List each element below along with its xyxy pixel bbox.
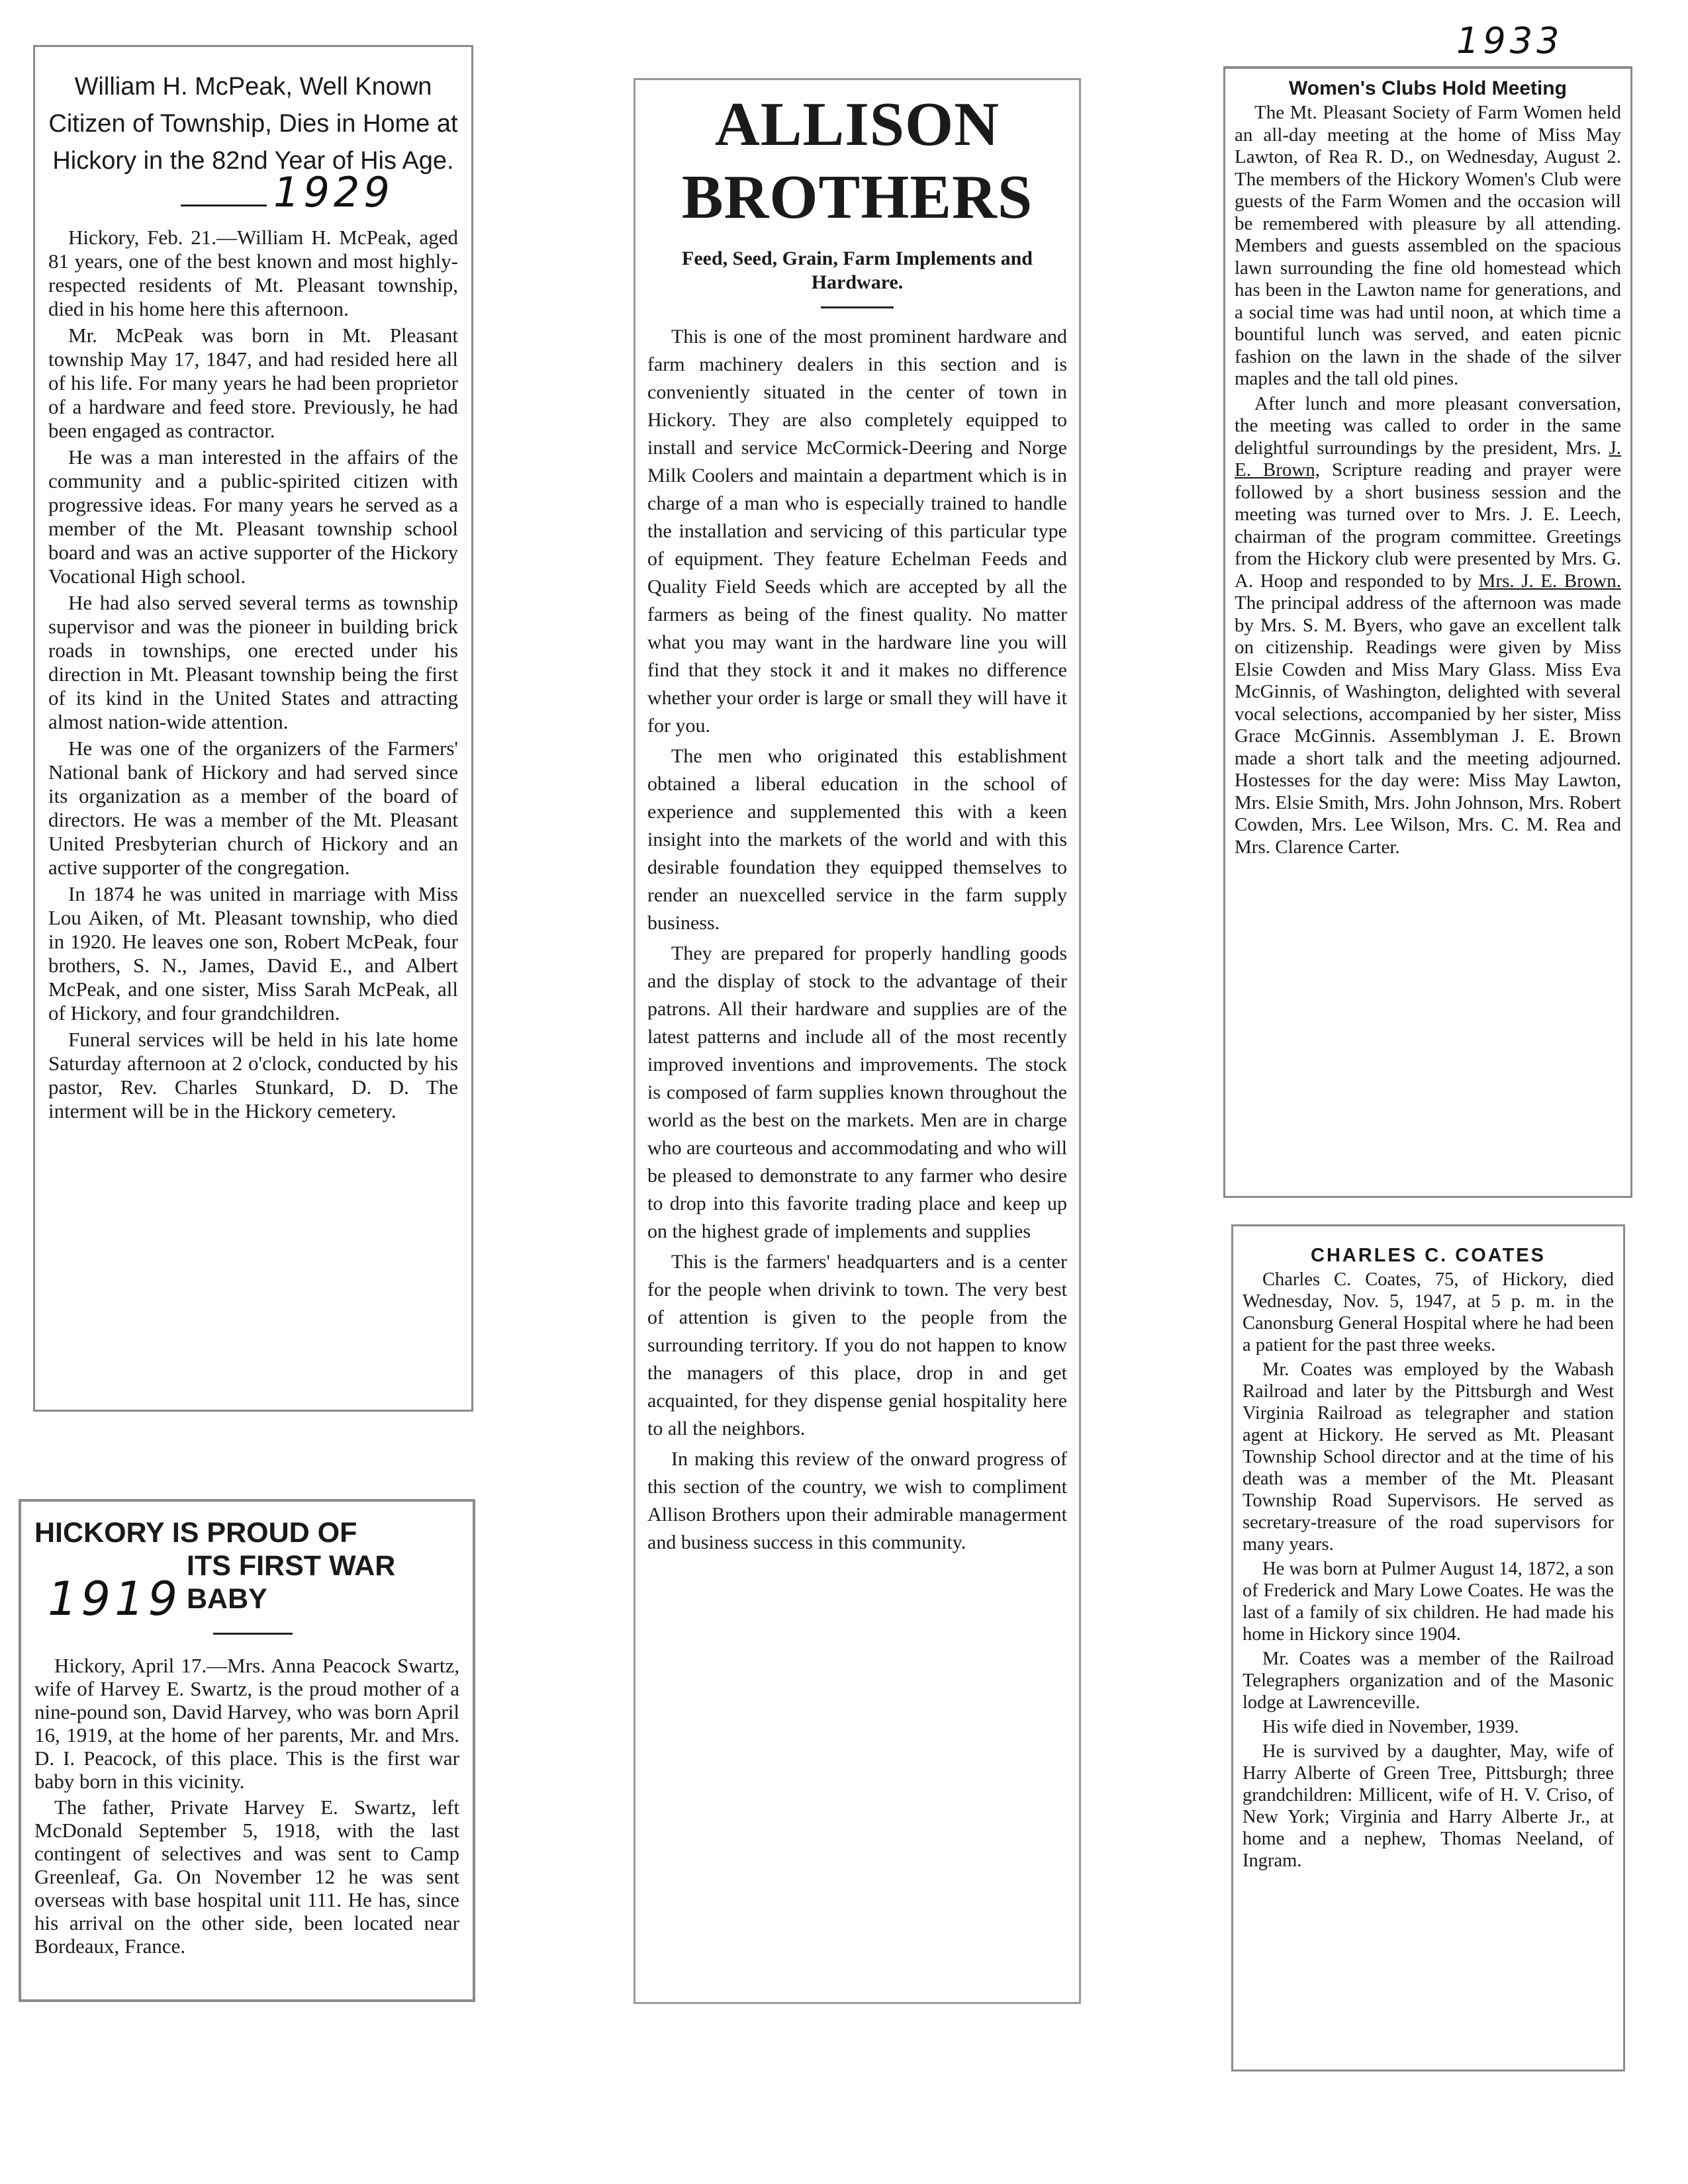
allison-paragraph-1: This is one of the most prominent hardware and farm machinery dealers in this section and is conveniently situated in the center of town in Hickory. They are also completely equipped to install and service McCormick-Deering and Norge Milk Coolers and maintain a department which is in charge of a man who is especially trained to handle the installation and servicing of this particular type of equipment. They feature Echelman Feeds and Quality Field Seeds which are accepted by all the farmers as being of the finest quality. No matter what you may want in the hardware line you will find that they stock it and it makes no difference whether your order is large or small they will have it for you. [647,326,1067,737]
clipping-womens-clubs [1223,66,1632,1198]
allison-headline-line1: ALLISON [714,90,1000,159]
womens-clubs-paragraph-1: The Mt. Pleasant Society of Farm Women held an all-day meeting at the home of Miss May Lawton, of Rea R. D., on Wednesday, August 2. The members of the Hickory Women's Club were guests of the Farm Women and the occasion will be remembered with pleasure by all attending. Members and guests assembled on the spacious lawn surrounding the fine old homestead which has been in the Lawton name for generations, and a social time was had until noon, at which time a bountiful lunch was served, and eaten picnic fashion on the lawn in the shade of the silver maples and the tall old pines. [1235,102,1621,389]
clipping-war-baby [19,1499,475,2002]
war-baby-paragraph-2: The father, Private Harvey E. Swartz, left McDonald September 5, 1918, with the last contingent of selectives and was sent to Camp Greenleaf, Ga. On November 12 he was sent overseas with base hospital unit 111. He has, since his arrival on the other side, been located near Bordeaux, France. [34,1796,459,1958]
mcpeak-paragraph-5: He was one of the organizers of the Farmers' National bank of Hickory and had served since its organization as a member of the board of directors. He was a member of the Mt. Pleasant United Presbyterian church of Hickory and an active supporter of the congregation. [48,737,458,879]
coates-paragraph-1: Charles C. Coates, 75, of Hickory, died Wednesday, Nov. 5, 1947, at 5 p. m. in the Canonsburg General Hospital where he had been a patient for the past three weeks. [1243,1269,1614,1355]
allison-rule [821,306,894,308]
womens-clubs-underlined-name-2: Mrs. J. E. Brown. [1478,570,1621,592]
allison-paragraph-5: In making this review of the onward progress of this section of the country, we wish to compliment Allison Brothers upon their admirable managerment and business success in this community. [647,1448,1067,1553]
mcpeak-paragraph-1: Hickory, Feb. 21.—William H. McPeak, aged 81 years, one of the best known and most highly-respected residents of Mt. Pleasant township, died in his home here this afternoon. [48,226,458,320]
coates-paragraph-6: He is survived by a daughter, May, wife of Harry Alberte of Green Tree, Pittsburgh; three grandchildren: Millicent, wife of H. V. Criso, of New York; Virginia and Harry Alberte Jr., at home and a nephew, Thomas Neeland, of Ingram. [1243,1741,1614,1871]
mcpeak-paragraph-6: In 1874 he was united in marriage with Miss Lou Aiken, of Mt. Pleasant township, who died in 1920. He leaves one son, Robert McPeak, four brothers, S. N., James, David E., and Albert McPeak, and one sister, Miss Sarah McPeak, all of Hickory, and four grandchildren. [48,882,458,1024]
allison-subhead: Feed, Seed, Grain, Farm Implements and Hardware. [682,248,1033,293]
mcpeak-paragraph-3: He was a man interested in the affairs of the community and a public-spirited citizen with progressive ideas. For many years he served as a member of the Mt. Pleasant township school board and was an active supporter of the Hickory Vocational High school. [48,445,458,588]
allison-paragraph-3: They are prepared for properly handling goods and the display of stock to the advantage of their patrons. All their hardware and supplies are of the latest patterns and include all of the most recently improved inventions and improvements. The stock is composed of farm supplies known throughout the world as the best on the markets. Men are in charge who are courteous and accommodating and who will be pleased to demonstrate to any farmer who desire to drop into this favorite trading place and keep up on the highest grade of implements and supplies [647,942,1067,1242]
war-baby-paragraph-1: Hickory, April 17.—Mrs. Anna Peacock Swartz, wife of Harvey E. Swartz, is the proud mother of a nine-pound son, David Harvey, who was born April 16, 1919, at the home of her parents, Mr. and Mrs. D. I. Peacock, of this place. This is the first war baby born in this vicinity. [34,1654,459,1793]
coates-paragraph-2: Mr. Coates was employed by the Wabash Railroad and later by the Pittsburgh and West Virginia Railroad as telegrapher and station agent at Hickory. He served as Mt. Pleasant Township School director and at the time of his death was a member of the Mt. Pleasant Township Road Supervisors. He served as secretary-treasure of the road supervisors for many years. [1243,1359,1614,1555]
allison-headline [647,88,1067,234]
mcpeak-headline: William H. McPeak, Well Known Citizen of Township, Dies in Home at Hickory in the 82nd Year of His Age. [48,73,458,175]
war-baby-rule [213,1633,293,1635]
war-baby-headline-line2: ITS FIRST WAR BABY [187,1550,396,1615]
coates-headline: CHARLES C. COATES [1311,1245,1546,1266]
mcpeak-rule [181,205,267,206]
mcpeak-paragraph-4: He had also served several terms as township supervisor and was the pioneer in building brick roads in townships, one erected under his direction in Mt. Pleasant township being the first of its kind in the United States and attracting almost nation-wide attention. [48,591,458,733]
mcpeak-paragraph-7: Funeral services will be held in his late home Saturday afternoon at 2 o'clock, conducted by his pastor, Rev. Charles Stunkard, D. D. The interment will be in the Hickory cemetery. [48,1028,458,1122]
clipping-allison-brothers [633,78,1081,2004]
womens-clubs-underlined-name-1: J. E. Brown, [1235,437,1621,480]
coates-paragraph-4: Mr. Coates was a member of the Railroad Telegraphers organization and of the Masonic lodge at Lawrenceville. [1243,1649,1614,1713]
womens-clubs-p2-after: The principal address of the afternoon was made by Mrs. S. M. Byers, who gave an excellent talk on citizenship. Readings were given by Miss Elsie Cowden and Miss Mary Glass. Miss Eva McGinnis, of Washington, delighted with several vocal selections, accompanied by her sister, Miss Grace McGinnis. Assemblyman J. E. Brown made a short talk and the meeting adjourned. Hostesses for the day were: Miss May Lawton, Mrs. Elsie Smith, Mrs. John Johnson, Mrs. Robert Cowden, Mrs. Lee Wilson, Mrs. C. M. Rea and Mrs. Clarence Carter. [1235,592,1621,858]
mcpeak-rule-row [48,168,458,226]
clipping-coates-obituary [1231,1224,1625,2071]
coates-paragraph-3: He was born at Pulmer August 14, 1872, a son of Frederick and Mary Lowe Coates. He was the last of a family of six children. He had made his home in Hickory since 1904. [1243,1559,1614,1645]
allison-paragraph-2: The men who originated this establishment obtained a liberal education in the school of experience and supplemented this with a keen insight into the markets of the world and with this desirable foundation they equipped themselves to render an nuexcelled service in the farm supply business. [647,745,1067,934]
handwritten-year-1919: 1919 [48,1572,182,1626]
clipping-mcpeak-obituary [33,45,473,1412]
handwritten-year-1929: 1929 [273,168,394,216]
womens-clubs-p2-middle: Scripture reading and prayer were followed by a short business session and the meeting was turned over to Mrs. J. E. Leech, chairman of the program committee. Greetings from the Hickory club were presented by Mrs. G. A. Hoop and responded to by [1235,459,1621,592]
coates-paragraph-5: His wife died in November, 1939. [1262,1717,1519,1737]
mcpeak-paragraph-2: Mr. McPeak was born in Mt. Pleasant township May 17, 1847, and had resided here all of his life. For many years he had been proprietor of a hardware and feed store. Previously, he had been engaged as contractor. [48,324,458,442]
womens-clubs-p2-before: After lunch and more pleasant conversation, the meeting was called to order in the same delightful surroundings by the president, Mrs. [1235,392,1621,459]
war-baby-headline-line1: HICKORY IS PROUD OF [34,1517,357,1549]
allison-paragraph-4: This is the farmers' headquarters and is a center for the people when drivink to town. The very best of attention is given to the people from the surrounding territory. If you do not happen to know the managers of this place, drop in and get acquainted, for they dispense genial hospitality here to all the neighbors. [647,1251,1067,1439]
womens-clubs-headline: Women's Clubs Hold Meeting [1289,77,1567,99]
womens-clubs-paragraph-2 [1235,393,1621,859]
handwritten-year-1933: 1933 [1456,20,1564,62]
allison-headline-line2: BROTHERS [681,163,1033,232]
